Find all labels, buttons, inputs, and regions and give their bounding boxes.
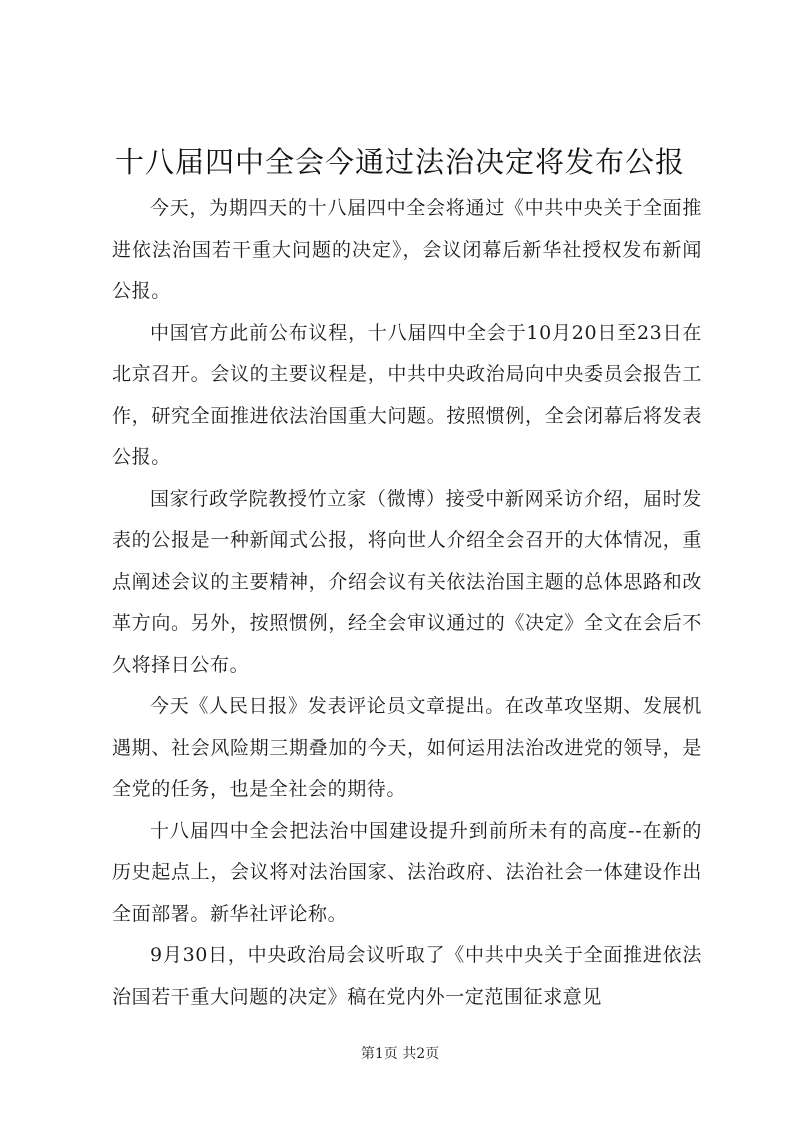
document-body: [112, 188, 702, 1018]
document-title: 十八届四中全会今通过法治决定将发布公报: [114, 145, 685, 179]
page-number-footer: 第1页 共2页: [360, 1046, 440, 1062]
paragraph-2: 中国官方此前公布议程，十八届四中全会于10月20日至23日在北京召开。会议的主要议程是，中共中央政治局向中央委员会报告工作，研究全面推进依法治国重大问题。按照惯例，全会闭幕后将发表公报。: [112, 321, 702, 468]
paragraph-1: 今天，为期四天的十八届四中全会将通过《中共中央关于全面推进依法治国若干重大问题的决定》，会议闭幕后新华社授权发布新闻公报。: [112, 197, 702, 302]
paragraph-3: 国家行政学院教授竹立家（微博）接受中新网采访介绍，届时发表的公报是一种新闻式公报，将向世人介绍全会召开的大体情况，重点阐述会议的主要精神，介绍会议有关依法治国主题的总体思路和改革方向。另外，按照惯例，经全会审议通过的《决定》全文在会后不久将择日公布。: [112, 487, 702, 676]
paragraph-4: 今天《人民日报》发表评论员文章提出。在改革攻坚期、发展机遇期、社会风险期三期叠加的今天，如何运用法治改进党的领导，是全党的任务，也是全社会的期待。: [112, 695, 702, 800]
paragraph-6: 9月30日，中央政治局会议听取了《中共中央关于全面推进依法治国若干重大问题的决定》稿在党内外一定范围征求意见: [112, 944, 702, 1008]
paragraph-5: 十八届四中全会把法治中国建设提升到前所未有的高度--在新的历史起点上，会议将对法治国家、法治政府、法治社会一体建设作出全面部署。新华社评论称。: [112, 819, 702, 925]
